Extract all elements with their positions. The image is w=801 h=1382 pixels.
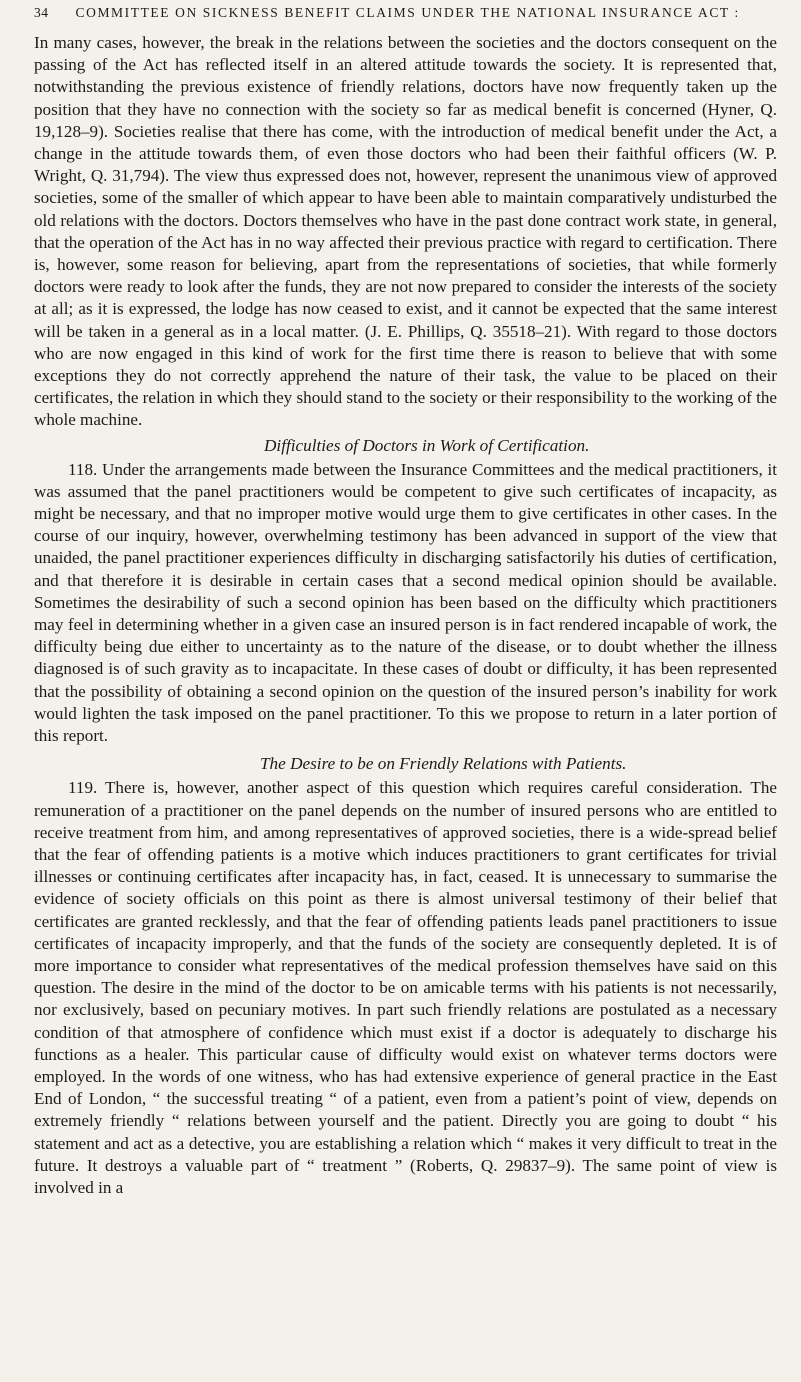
paragraph-1: In many cases, however, the break in the relations between the societies and the doctors consequent on the passing of the Act has reflected itself in an altered attitude towards the society. It is represented that, notwithstanding the previous existence of friendly relations, doctors have now frequently taken up the position that they have no connection with the society so far as medical benefit is concerned (Hyner, Q. 19,128–9). Societies realise that there has come, with the introduction of medical benefit under the Act, a change in the attitude towards them, of even those doctors who had been their faithful officers (W. P. Wright, Q. 31,794). The view thus expressed does not, however, represent the unanimous view of approved societies, some of the smaller of which appear to have been able to maintain comparatively undisturbed the old relations with the doctors. Doctors themselves who have in the past done contract work state, in general, that the operation of the Act has in no way affected their previous practice with regard to certification. There is, however, some reason for believing, apart from the representations of societies, that while formerly doctors were ready to look after the funds, they are not now prepared to consider the interests of the society at all; as it is expressed, the lodge has now ceased to exist, and it cannot be expected that the same interest will be taken in a general as in a local matter. (J. E. Phillips, Q. 35518–21). With regard to those doctors who are now engaged in this kind of work for the first time there is reason to believe that with some exceptions they do not correctly apprehend the nature of their task, the value to be placed on their certificates, the relation in which they should stand to the society or their responsibility to the working of the whole machine. xyxy=(34,33,777,430)
running-header xyxy=(34,2,777,26)
section-heading-friendly-relations: The Desire to be on Friendly Relations with Patients. xyxy=(260,754,627,774)
section-heading-difficulties: Difficulties of Doctors in Work of Certification. xyxy=(264,435,590,455)
body-text xyxy=(34,32,777,1199)
running-title: COMMITTEE ON SICKNESS BENEFIT CLAIMS UNDER THE NATIONAL INSURANCE ACT : xyxy=(75,5,740,20)
page-number: 34 xyxy=(34,5,49,20)
paragraph-118: 118. Under the arrangements made between the Insurance Committees and the medical practitioners, it was assumed that the panel practitioners would be competent to give such certificates of incapacity, as might be necessary, and that no improper motive would urge them to give certificates in other cases. In the course of our inquiry, however, overwhelming testimony has been advanced in support of the view that unaided, the panel practitioner experiences difficulty in discharging satisfactorily his duties of certification, and that therefore it is desirable in certain cases that a second medical opinion should be available. Sometimes the desirability of such a second opinion has been based on the difficulty which practitioners may feel in determining whether in a given case an insured person is in fact rendered incapable of work, the difficulty being due either to uncertainty as to the nature of the disease, or to doubt whether the illness diagnosed is of such gravity as to incapacitate. In these cases of doubt or difficulty, it has been represented that the possibility of obtaining a second opinion on the question of the insured person’s inability for work would lighten the task imposed on the panel practitioner. To this we propose to return in a later portion of this report. xyxy=(34,459,777,746)
paragraph-119: 119. There is, however, another aspect of this question which requires careful consideration. The remuneration of a practitioner on the panel depends on the number of insured persons who are entitled to receive treatment from him, and among representatives of approved societies, there is a wide-spread belief that the fear of offending patients is a motive which induces practitioners to grant certificates for trivial illnesses or continuing certificates after incapacity has, in fact, ceased. It is unnecessary to summarise the evidence of society officials on this point as there is almost universal testimony of their belief that certificates are granted recklessly, and that the fear of offending patients leads panel practitioners to issue certificates of incapacity improperly, and that the funds of the society are consequently depleted. It is of more importance to consider what representatives of the medical profession themselves have said on this question. The desire in the mind of the doctor to be on amicable terms with his patients is not necessarily, nor exclusively, based on pecuniary motives. In part such friendly relations are postulated as a necessary condition of that atmosphere of confidence which must exist if a doctor is adequately to discharge his functions as a healer. This particular cause of difficulty would exist on whatever terms doctors were employed. In the words of one witness, who has had extensive experience of general practice in the East End of London, “ the successful treating “ of a patient, even from a patient’s point of view, depends on extremely friendly “ relations between yourself and the patient. Directly you are going to doubt “ his statement and act as a detective, you are establishing a relation which “ makes it very difficult to treat in the future. It destroys a valuable part of “ treatment ” (Roberts, Q. 29837–9). The same point of view is involved in a xyxy=(34,778,777,1197)
